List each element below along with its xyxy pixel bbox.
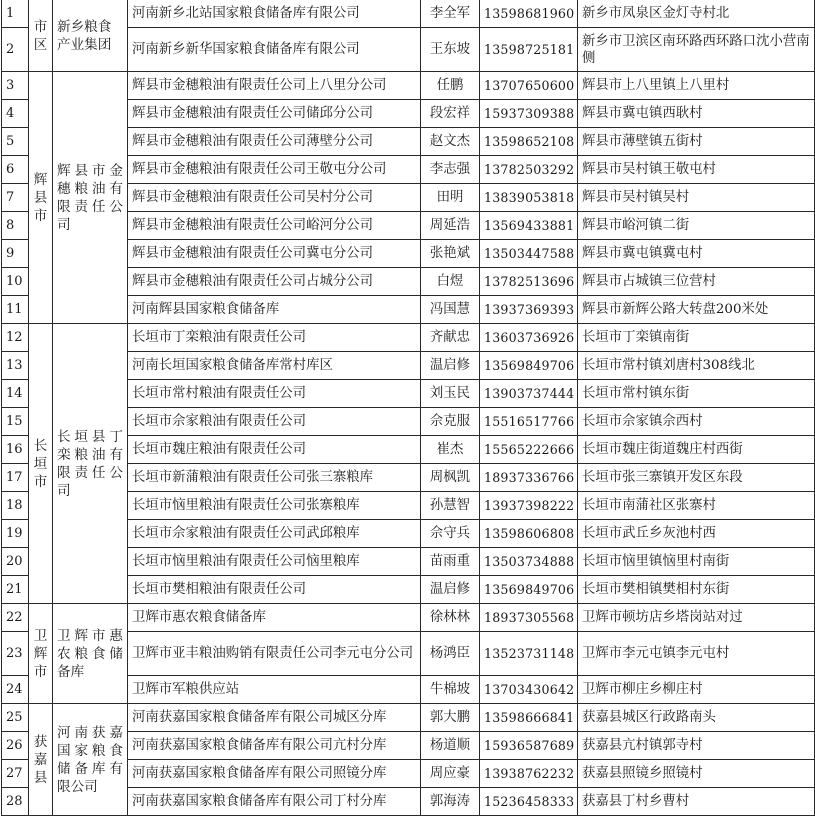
unit-name: 长垣市恼里粮油有限责任公司恼里粮库 — [128, 548, 421, 576]
unit-address: 卫辉市顿坊店乡塔岗站对过 — [578, 604, 815, 632]
row-number: 14 — [2, 380, 29, 408]
unit-address: 辉县市薄壁镇五街村 — [578, 128, 815, 156]
unit-name: 辉县市金穗粮油有限责任公司峪河分公司 — [128, 212, 421, 240]
row-number: 21 — [2, 576, 29, 604]
unit-name: 辉县市金穗粮油有限责任公司吴村分公司 — [128, 184, 421, 212]
unit-address: 长垣市张三寨镇开发区东段 — [578, 464, 815, 492]
table-row — [2, 72, 815, 100]
unit-name: 长垣市佘家粮油有限责任公司武邱粮库 — [128, 520, 421, 548]
unit-address: 辉县市占城镇三位营村 — [578, 268, 815, 296]
county-cell: 市区 — [29, 0, 53, 72]
contact-phone: 13598666841 — [480, 704, 578, 732]
row-number: 17 — [2, 464, 29, 492]
unit-name: 河南获嘉国家粮食储备库有限公司城区分库 — [128, 704, 421, 732]
unit-address: 长垣市魏庄街道魏庄村西街 — [578, 436, 815, 464]
unit-address: 长垣市常村镇东街 — [578, 380, 815, 408]
contact-phone: 13598652108 — [480, 128, 578, 156]
unit-name: 河南辉县国家粮食储备库 — [128, 296, 421, 324]
contact-person: 徐林林 — [421, 604, 480, 632]
contact-person: 李全军 — [421, 0, 480, 28]
contact-person: 周延浩 — [421, 212, 480, 240]
contact-phone: 18937336766 — [480, 464, 578, 492]
contact-person: 张艳斌 — [421, 240, 480, 268]
row-number: 4 — [2, 100, 29, 128]
row-number: 20 — [2, 548, 29, 576]
group-cell: 新乡粮食产业集团 — [53, 0, 128, 72]
unit-name: 河南获嘉国家粮食储备库有限公司照镜分库 — [128, 760, 421, 788]
unit-address: 辉县市冀屯镇西耿村 — [578, 100, 815, 128]
unit-address: 辉县市峪河镇二街 — [578, 212, 815, 240]
unit-name: 长垣市常村粮油有限责任公司 — [128, 380, 421, 408]
unit-name: 河南长垣国家粮食储备库常村库区 — [128, 352, 421, 380]
row-number: 19 — [2, 520, 29, 548]
contact-person: 田明 — [421, 184, 480, 212]
contact-person: 杨鸿臣 — [421, 632, 480, 676]
unit-address: 新乡市卫滨区南环路西环路口沈小营南侧 — [578, 28, 815, 72]
contact-phone: 13782513696 — [480, 268, 578, 296]
unit-name: 长垣市丁栾粮油有限责任公司 — [128, 324, 421, 352]
contact-person: 刘玉民 — [421, 380, 480, 408]
contact-phone: 15565222666 — [480, 436, 578, 464]
contact-person: 苗雨重 — [421, 548, 480, 576]
contact-phone: 15936587689 — [480, 732, 578, 760]
contact-person: 任鹏 — [421, 72, 480, 100]
contact-phone: 13503447588 — [480, 240, 578, 268]
row-number: 11 — [2, 296, 29, 324]
row-number: 7 — [2, 184, 29, 212]
unit-address: 长垣市恼里镇恼里村南街 — [578, 548, 815, 576]
unit-name: 辉县市金穗粮油有限责任公司上八里分公司 — [128, 72, 421, 100]
row-number: 2 — [2, 28, 29, 72]
contact-phone: 13503734888 — [480, 548, 578, 576]
unit-name: 卫辉市军粮供应站 — [128, 676, 421, 704]
contact-phone: 13937398222 — [480, 492, 578, 520]
contact-person: 崔杰 — [421, 436, 480, 464]
unit-name: 辉县市金穗粮油有限责任公司薄壁分公司 — [128, 128, 421, 156]
contact-phone: 13569849706 — [480, 576, 578, 604]
row-number: 28 — [2, 788, 29, 816]
row-number: 5 — [2, 128, 29, 156]
contact-person: 郭海涛 — [421, 788, 480, 816]
contact-person: 温启修 — [421, 576, 480, 604]
unit-address: 长垣市佘家镇佘西村 — [578, 408, 815, 436]
row-number: 12 — [2, 324, 29, 352]
row-number: 1 — [2, 0, 29, 28]
contact-person: 李志强 — [421, 156, 480, 184]
contact-phone: 13598725181 — [480, 28, 578, 72]
unit-address: 辉县市冀屯镇冀屯村 — [578, 240, 815, 268]
unit-address: 长垣市武丘乡灰池村西 — [578, 520, 815, 548]
county-cell: 辉县市 — [29, 72, 53, 324]
row-number: 13 — [2, 352, 29, 380]
contact-person: 牛棉坡 — [421, 676, 480, 704]
table-row — [2, 704, 815, 732]
county-cell: 长垣市 — [29, 324, 53, 604]
unit-address: 获嘉县亢村镇郭寺村 — [578, 732, 815, 760]
unit-address: 辉县市吴村镇吴村 — [578, 184, 815, 212]
contact-phone: 15516517766 — [480, 408, 578, 436]
contact-person: 齐献忠 — [421, 324, 480, 352]
unit-address: 卫辉市柳庄乡柳庄村 — [578, 676, 815, 704]
contact-phone: 13707650600 — [480, 72, 578, 100]
unit-address: 长垣市丁栾镇南街 — [578, 324, 815, 352]
contact-person: 王东坡 — [421, 28, 480, 72]
contact-person: 温启修 — [421, 352, 480, 380]
contact-person: 孙慧智 — [421, 492, 480, 520]
group-cell: 卫辉市惠农粮食储备库 — [53, 604, 128, 704]
table-row — [2, 324, 815, 352]
contact-phone: 13937369393 — [480, 296, 578, 324]
unit-name: 卫辉市亚丰粮油购销有限责任公司李元屯分公司 — [128, 632, 421, 676]
unit-name: 辉县市金穗粮油有限责任公司王敬屯分公司 — [128, 156, 421, 184]
county-cell: 卫辉市 — [29, 604, 53, 704]
unit-address: 获嘉县城区行政路南头 — [578, 704, 815, 732]
contact-phone: 18937305568 — [480, 604, 578, 632]
contact-person: 郭大鹏 — [421, 704, 480, 732]
contact-phone: 13938762232 — [480, 760, 578, 788]
unit-name: 卫辉市惠农粮食储备库 — [128, 604, 421, 632]
unit-name: 长垣市樊相粮油有限责任公司 — [128, 576, 421, 604]
contact-phone: 13569433881 — [480, 212, 578, 240]
contact-person: 赵文杰 — [421, 128, 480, 156]
county-cell: 获嘉县 — [29, 704, 53, 816]
row-number: 23 — [2, 632, 29, 676]
unit-address: 获嘉县照镜乡照镜村 — [578, 760, 815, 788]
unit-address: 卫辉市李元屯镇李元屯村 — [578, 632, 815, 676]
contact-person: 周枫凯 — [421, 464, 480, 492]
unit-address: 辉县市上八里镇上八里村 — [578, 72, 815, 100]
contact-phone: 13782503292 — [480, 156, 578, 184]
row-number: 18 — [2, 492, 29, 520]
row-number: 3 — [2, 72, 29, 100]
contact-person: 周应豪 — [421, 760, 480, 788]
unit-name: 辉县市金穗粮油有限责任公司冀屯分公司 — [128, 240, 421, 268]
unit-name: 长垣市魏庄粮油有限责任公司 — [128, 436, 421, 464]
contact-phone: 15937309388 — [480, 100, 578, 128]
row-number: 25 — [2, 704, 29, 732]
row-number: 24 — [2, 676, 29, 704]
contact-person: 佘守兵 — [421, 520, 480, 548]
unit-name: 河南获嘉国家粮食储备库有限公司亢村分库 — [128, 732, 421, 760]
contact-phone: 15236458333 — [480, 788, 578, 816]
contact-person: 佘克服 — [421, 408, 480, 436]
unit-name: 长垣市恼里粮油有限责任公司张寨粮库 — [128, 492, 421, 520]
row-number: 6 — [2, 156, 29, 184]
contact-phone: 13603736926 — [480, 324, 578, 352]
unit-name: 河南新乡北站国家粮食储备库有限公司 — [128, 0, 421, 28]
contact-person: 冯国慧 — [421, 296, 480, 324]
unit-address: 长垣市常村镇刘唐村308线北 — [578, 352, 815, 380]
unit-address: 辉县市新辉公路大转盘200米处 — [578, 296, 815, 324]
unit-name: 辉县市金穗粮油有限责任公司储邱分公司 — [128, 100, 421, 128]
unit-name: 长垣市新蒲粮油有限责任公司张三寨粮库 — [128, 464, 421, 492]
row-number: 22 — [2, 604, 29, 632]
contact-phone: 13903737444 — [480, 380, 578, 408]
unit-address: 辉县市吴村镇王敬屯村 — [578, 156, 815, 184]
unit-name: 辉县市金穗粮油有限责任公司占城分公司 — [128, 268, 421, 296]
unit-address: 长垣市樊相镇樊相村东街 — [578, 576, 815, 604]
group-cell: 长垣县丁栾粮油有限责任公司 — [53, 324, 128, 604]
contact-phone: 13839053818 — [480, 184, 578, 212]
row-number: 27 — [2, 760, 29, 788]
contact-phone: 13569849706 — [480, 352, 578, 380]
contact-phone: 13598681960 — [480, 0, 578, 28]
unit-address: 新乡市凤泉区金灯寺村北 — [578, 0, 815, 28]
unit-name: 长垣市佘家粮油有限责任公司 — [128, 408, 421, 436]
row-number: 15 — [2, 408, 29, 436]
row-number: 16 — [2, 436, 29, 464]
group-cell: 河南获嘉国家粮食储备库有限公司 — [53, 704, 128, 816]
row-number: 9 — [2, 240, 29, 268]
row-number: 26 — [2, 732, 29, 760]
contact-person: 段宏祥 — [421, 100, 480, 128]
table-row — [2, 604, 815, 632]
contact-phone: 13523731148 — [480, 632, 578, 676]
contact-person: 杨道顺 — [421, 732, 480, 760]
group-cell: 辉县市金穗粮油有限责任公司 — [53, 72, 128, 324]
row-number: 10 — [2, 268, 29, 296]
contact-phone: 13703430642 — [480, 676, 578, 704]
grain-depot-table — [1, 0, 815, 816]
contact-phone: 13598606808 — [480, 520, 578, 548]
unit-name: 河南新乡新华国家粮食储备库有限公司 — [128, 28, 421, 72]
unit-address: 获嘉县丁村乡曹村 — [578, 788, 815, 816]
row-number: 8 — [2, 212, 29, 240]
contact-person: 白煜 — [421, 268, 480, 296]
table-row — [2, 0, 815, 28]
unit-name: 河南获嘉国家粮食储备库有限公司丁村分库 — [128, 788, 421, 816]
unit-address: 长垣市南蒲社区张寨村 — [578, 492, 815, 520]
